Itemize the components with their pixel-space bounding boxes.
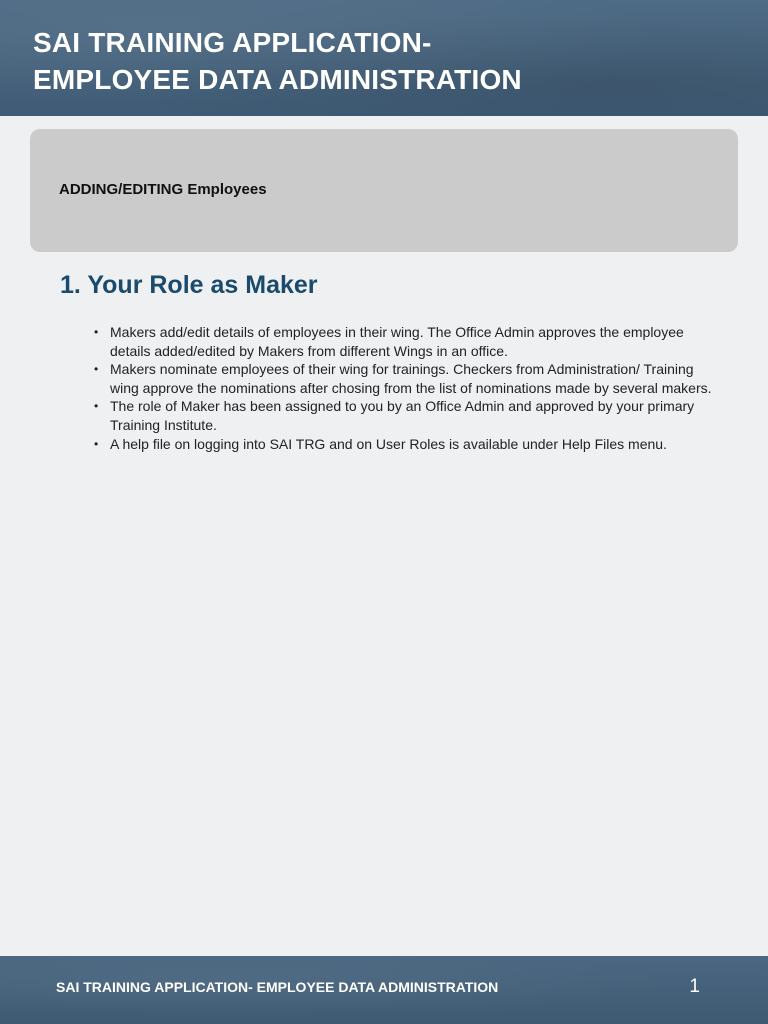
bullet-item bbox=[94, 397, 714, 434]
bullet-list bbox=[94, 323, 714, 453]
bullet-item bbox=[94, 360, 714, 397]
content-heading: 1. Your Role as Maker bbox=[60, 271, 318, 299]
bullet-icon: • bbox=[94, 436, 99, 451]
footer-title: SAI TRAINING APPLICATION- EMPLOYEE DATA ADMINISTRATION bbox=[56, 979, 499, 995]
bullet-text: Makers nominate employees of their wing for trainings. Checkers from Administration/ Training wing approve the nominations after chosing from the list of nominations made by several makers. bbox=[110, 361, 712, 396]
page-title-line-2: EMPLOYEE DATA ADMINISTRATION bbox=[33, 64, 522, 95]
bullet-text: Makers add/edit details of employees in their wing. The Office Admin approves the employee details added/edited by Makers from different Wings in an office. bbox=[110, 324, 684, 359]
section-box bbox=[30, 129, 738, 252]
bullet-item bbox=[94, 435, 714, 454]
bullet-icon: • bbox=[94, 325, 99, 339]
section-label: ADDING/EDITING Employees bbox=[59, 181, 267, 198]
footer-banner bbox=[0, 956, 768, 1024]
page-title-line-1: SAI TRAINING APPLICATION- bbox=[33, 27, 432, 58]
bullet-icon: • bbox=[94, 399, 99, 414]
bullet-icon: • bbox=[94, 362, 99, 377]
bullet-item bbox=[94, 323, 714, 360]
page-number: 1 bbox=[689, 976, 700, 997]
bullet-text: The role of Maker has been assigned to you by an Office Admin and approved by your primary Training Institute. bbox=[110, 398, 695, 433]
header-banner bbox=[0, 0, 768, 116]
bullet-text: A help file on logging into SAI TRG and on User Roles is available under Help Files menu. bbox=[110, 435, 667, 452]
